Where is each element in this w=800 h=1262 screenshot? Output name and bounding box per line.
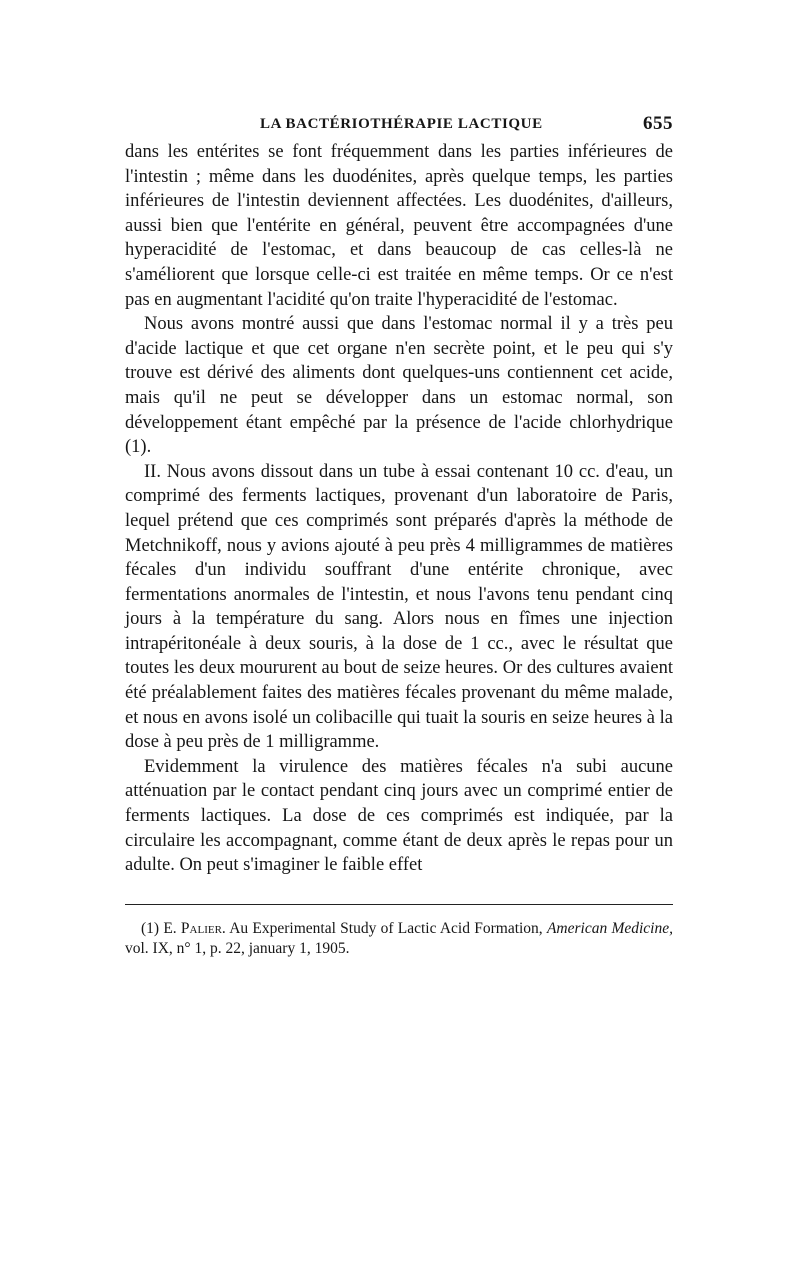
footnote-author: E. Palier. — [163, 919, 226, 937]
footnote-details: vol. IX, n° 1, p. 22, january 1, 1905. — [125, 939, 350, 957]
body-text — [125, 140, 673, 878]
footnote-title: Au Experimental Study of Lactic Acid Formation, — [229, 919, 543, 937]
paragraph-continued: dans les entérites se font fréquemment dans les parties inférieures de l'intestin ; même dans les duodénites, après quelque temps, les parties inférieures de l'intestin deviennent affectées. Les duodénites, d'ailleurs, aussi bien que l'entérite en général, peuvent être accompagnées d'une hyperacidité de l'estomac, et dans beaucoup de cas celles-là ne s'améliorent que lorsque celle-ci est traitée en même temps. Or ce n'est pas en augmentant l'acidité qu'on traite l'hyperacidité de l'estomac. — [125, 142, 673, 310]
paragraph-experiment-ii: II. Nous avons dissout dans un tube à essai contenant 10 cc. d'eau, un comprimé des ferments lactiques, provenant d'un laboratoire de Paris, lequel prétend que ces comprimés sont préparés d'après la méthode de Metchnikoff, nous y avions ajouté à peu près 4 milligrammes de matières fécales d'un individu souffrant d'une entérite chronique, avec fermentations anormales de l'intestin, et nous l'avons tenu pendant cinq jours à la température du sang. Alors nous en fîmes une injection intrapéritonéale à deux souris, à la dose de 1 cc., avec le résultat que toutes les deux moururent au bout de seize heures. Or des cultures avaient été préalablement faites des matières fécales provenant du même malade, et nous en avons isolé un colibacille qui tuait la souris en seize heures à la dose à peu près de 1 milligramme. — [125, 461, 673, 753]
footnote-marker: (1) — [141, 919, 160, 937]
running-title: LA BACTÉRIOTHÉRAPIE LACTIQUE — [260, 116, 543, 132]
page-number: 655 — [643, 113, 673, 134]
footnote-separator — [125, 904, 673, 905]
page-header — [125, 110, 673, 140]
paragraph-stomach-acidity: Nous avons montré aussi que dans l'estomac normal il y a très peu d'acide lactique et que cet organe n'en secrète point, et le peu qui s'y trouve est dérivé des aliments dont quelques-uns contiennent cet acide, mais qu'il ne peut se développer dans un estomac normal, son développement étant empêché par la présence de l'acide chlorhydrique (1). — [125, 314, 673, 458]
paragraph-virulence: Evidemment la virulence des matières fécales n'a subi aucune atténuation par le contact pendant cinq jours avec un comprimé entier de ferments lactiques. La dose de ces comprimés est indiquée, par la circulaire les accompagnant, comme étant de deux après le repas pour un adulte. On peut s'imaginer le faible effet — [125, 756, 673, 876]
footnote-journal: American Medicine, — [546, 919, 673, 937]
book-page — [125, 110, 673, 959]
footnote — [125, 919, 673, 959]
